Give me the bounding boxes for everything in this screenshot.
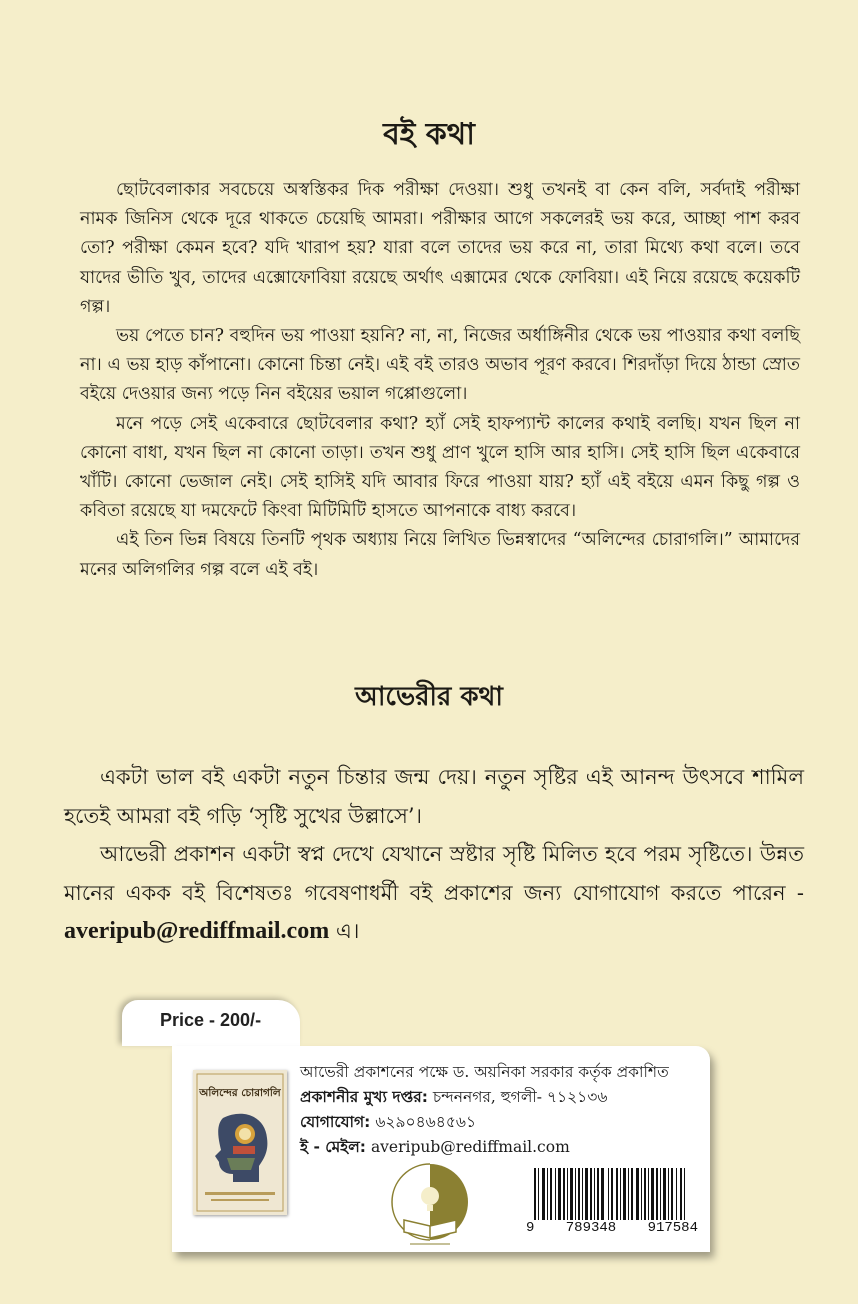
imprint-office-label: প্রকাশনীর মুখ্য দপ্তর: xyxy=(300,1088,428,1106)
blurb-paragraph: ছোটবেলাকার সবচেয়ে অস্বস্তিকর দিক পরীক্ষা দেওয়া। শুধু তখনই বা কেন বলি, সর্বদাই পরীক্ষা নামক জিনিস থেকে দূরে থাকতে চেয়েছি আমরা। পরীক্ষার আগে সকলেরই ভয় করে, আচ্ছা পাশ করব তো? পরীক্ষা কেমন হবে? যদি খারাপ হয়? যারা বলে তাদের ভয় করে না, তারা মিথ্যে কথা বলে। তবে যাদের ভীতি খুব, তাদের এক্সোফোবিয়া রয়েছে অর্থাৎ এক্সামের থেকে ফোবিয়া। এই নিয়ে রয়েছে কয়েকটি গল্প। xyxy=(80,180,800,317)
publisher-paragraph-1: একটা ভাল বই একটা নতুন চিন্তার জন্ম দেয়। নতুন সৃষ্টির এই আনন্দ উৎসবে শামিল হতেই আমরা বই গড়ি ‘সৃষ্টি সুখের উল্লাসে’। xyxy=(64,765,804,828)
publisher-paragraph-2-text: আভেরী প্রকাশন একটা স্বপ্ন দেখে যেখানে স্রষ্টার সৃষ্টি মিলিত হবে পরম সৃষ্টিতে। উন্নত মানের একক বই বিশেষতঃ গবেষণাধর্মী বই প্রকাশের জন্য যোগাযোগ করতে পারেন - xyxy=(64,842,804,905)
blurb-heading: বই কথা xyxy=(383,117,475,152)
book-cover-thumbnail xyxy=(193,1070,287,1215)
publisher-paragraph-2 xyxy=(64,835,804,951)
blurb-paragraph: মনে পড়ে সেই একেবারে ছোটবেলার কথা? হ্যাঁ সেই হাফপ্যান্ট কালের কথাই বলছি। যখন ছিল না কোনো বাধা, যখন ছিল না কোনো তাড়া। তখন শুধু প্রাণ খুলে হাসি আর হাসি। সেই হাসি ছিল একেবারে খাঁটি। কোনো ভেজাল নেই। সেই হাসিই যদি আবার ফিরে পাওয়া যায়? হ্যাঁ এই বইয়ে এমন কিছু গল্প ও কবিতা রয়েছে যা দমফেটে কিংবা মিটিমিটি হাসতে আপনাকে বাধ্য করবে। xyxy=(80,413,800,522)
isbn-part: 9 xyxy=(526,1220,535,1236)
isbn-part: 789348 xyxy=(565,1220,617,1236)
imprint-publisher-line: আভেরী প্রকাশনের পক্ষে ড. অয়নিকা সরকার কর্তৃক প্রকাশিত xyxy=(300,1063,669,1081)
blurb-paragraph: এই তিন ভিন্ন বিষয়ে তিনটি পৃথক অধ্যায় নিয়ে লিখিত ভিন্নস্বাদের “অলিন্দের চোরাগলি।” আমাদের মনের অলিগলির গল্প বলে এই বই। xyxy=(80,530,800,580)
blurb-paragraph: ভয় পেতে চান? বহুদিন ভয় পাওয়া হয়নি? না, না, নিজের অর্ধাঙ্গিনীর থেকে ভয় পাওয়ার কথা বলছি না। এ ভয় হাড় কাঁপানো। কোনো চিন্তা নেই। এই বই তারও অভাব পূরণ করবে। শিরদাঁড়া দিয়ে ঠান্ডা স্রোত বইয়ে দেওয়ার জন্য পড়ে নিন বইয়ের ভয়াল গপ্পোগুলো। xyxy=(80,326,800,405)
imprint-email-row xyxy=(300,1135,700,1160)
price-label: Price - 200/- xyxy=(160,1010,262,1030)
imprint-email-label: ই - মেইল: xyxy=(300,1138,366,1156)
imprint-office-row xyxy=(300,1085,700,1110)
thumbnail-title: অলিন্দের চোরাগলি xyxy=(199,1087,281,1099)
imprint-contact-row xyxy=(300,1110,700,1135)
publisher-about xyxy=(64,758,804,951)
blurb-body xyxy=(80,176,800,585)
publisher-paragraph-2-tail: এ। xyxy=(335,919,360,943)
isbn-number xyxy=(526,1220,698,1236)
imprint-contact-value: ৬২৯০৪৬৪৫৬১ xyxy=(375,1113,477,1131)
imprint-email-value[interactable]: averipub@rediffmail.com xyxy=(370,1138,570,1156)
publisher-logo-icon xyxy=(390,1162,470,1248)
publisher-email-link[interactable]: averipub@rediffmail.com xyxy=(64,918,330,944)
imprint-contact-label: যোগাযোগ: xyxy=(300,1113,371,1131)
imprint-lines xyxy=(300,1060,700,1160)
publisher-heading: আভেরীর কথা xyxy=(355,682,503,712)
isbn-part: 917584 xyxy=(647,1220,698,1236)
imprint-office-value: চন্দননগর, হুগলী- ৭১২১৩৬ xyxy=(432,1088,608,1106)
